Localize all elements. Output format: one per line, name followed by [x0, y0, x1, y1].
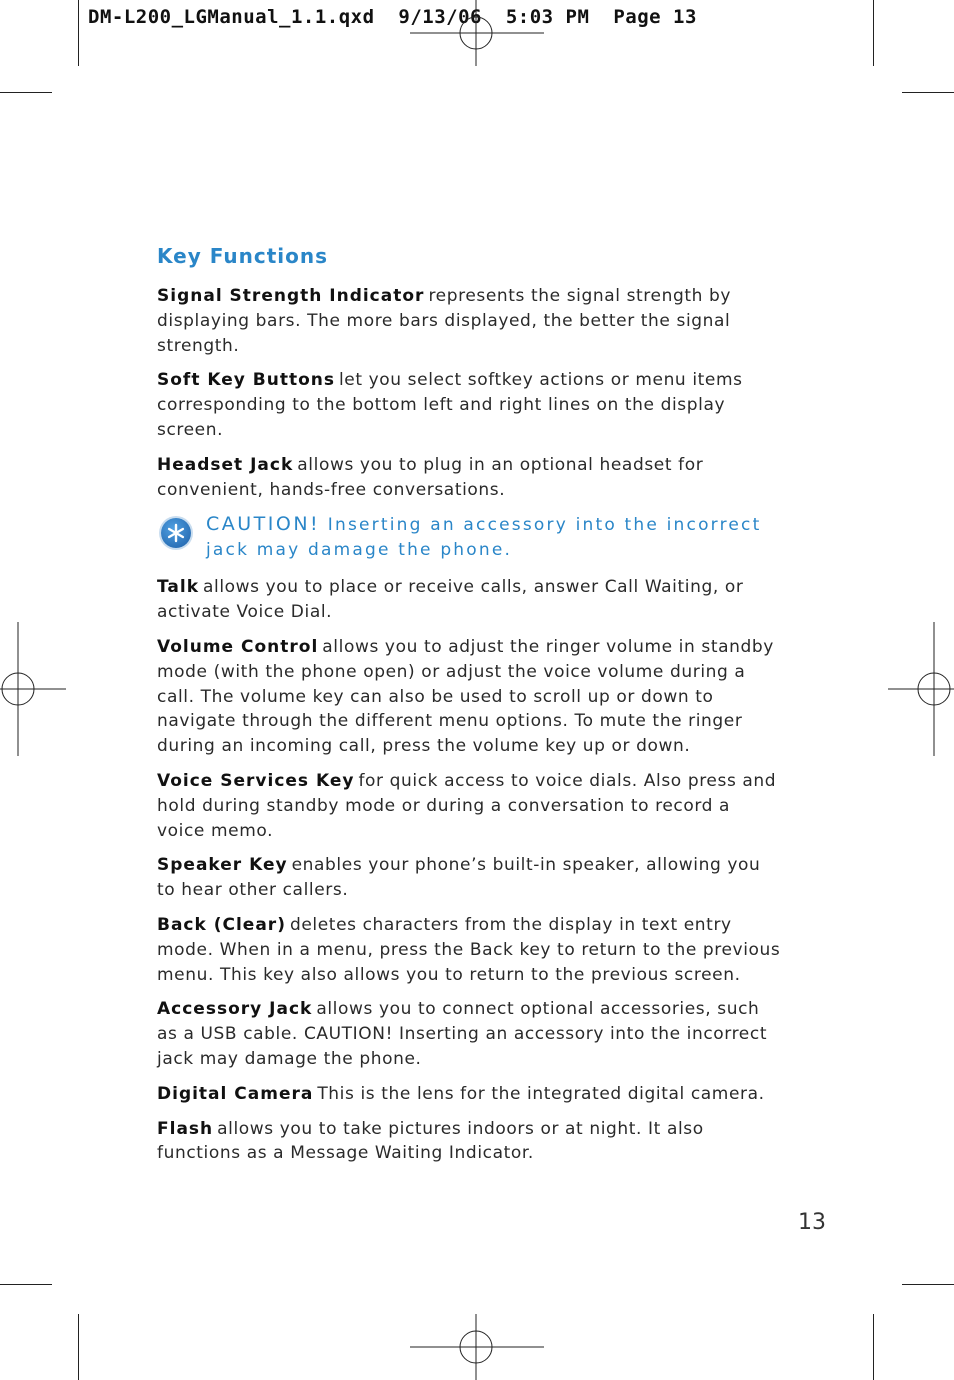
entry-term: Headset Jack	[157, 454, 294, 475]
registration-mark-bottom	[410, 1314, 544, 1380]
entry-term: Voice Services Key	[157, 770, 355, 791]
crop-mark	[902, 1284, 954, 1285]
entry-text: let you select softkey actions or menu items corresponding to the bottom left and right lines on the display screen.	[157, 370, 743, 440]
main-content	[157, 244, 782, 1176]
entry-term: Flash	[157, 1118, 214, 1139]
entry-voice-services-key	[157, 769, 782, 843]
crop-mark	[902, 92, 954, 93]
entry-term: Accessory Jack	[157, 999, 313, 1020]
entry-back-clear	[157, 913, 782, 987]
entry-term: Soft Key Buttons	[157, 370, 335, 391]
caution-message: Inserting an accessory into the incorrect jack may damage the phone.	[206, 515, 762, 561]
page-title: Key Functions	[157, 244, 329, 268]
crop-mark	[873, 0, 874, 66]
asterisk-icon	[161, 518, 191, 548]
entry-text: allows you to adjust the ringer volume in standby mode (with the phone open) or adjust the voice volume during a call. The volume key can also be used to scroll up or down to navigate through the different menu options. To mute the ringer during an incoming call, press the volume key up or down.	[157, 636, 774, 757]
registration-mark-right	[888, 622, 954, 756]
crop-mark	[78, 1314, 79, 1380]
entry-flash	[157, 1117, 782, 1167]
entry-term: Signal Strength Indicator	[157, 286, 425, 306]
entry-text: This is the lens for the integrated digital camera.	[317, 1083, 765, 1104]
entry-text: for quick access to voice dials. Also press and hold during standby mode or during a conversation to record a voice memo.	[157, 770, 777, 841]
entry-text: enables your phone’s built-in speaker, allowing you to hear other callers.	[157, 855, 761, 901]
entry-text: allows you to take pictures indoors or at night. It also functions as a Message Waiting Indicator.	[157, 1118, 704, 1164]
entry-soft-key-buttons	[157, 368, 782, 442]
print-slug: DM-L200_LGManual_1.1.qxd 9/13/06 5:03 PM Page 13	[88, 6, 697, 28]
entry-term: Volume Control	[157, 636, 319, 657]
entry-headset-jack	[157, 453, 782, 503]
crop-mark	[78, 0, 79, 66]
caution-note	[157, 512, 782, 563]
registration-mark-left	[0, 622, 66, 756]
entry-text: allows you to plug in an optional headset for convenient, hands-free conversations.	[157, 454, 704, 500]
crop-mark	[873, 1314, 874, 1380]
entry-text: represents the signal strength by displaying bars. The more bars displayed, the better the signal strength.	[157, 286, 732, 356]
entry-text: allows you to place or receive calls, answer Call Waiting, or activate Voice Dial.	[157, 577, 744, 623]
page-number: 13	[798, 1210, 826, 1235]
entry-signal-strength	[157, 284, 782, 358]
entry-speaker-key	[157, 853, 782, 903]
entry-digital-camera	[157, 1082, 782, 1107]
entry-term: Digital Camera	[157, 1083, 314, 1104]
caution-text	[206, 512, 782, 563]
entry-text: deletes characters from the display in text entry mode. When in a menu, press the Back key to return to the previous menu. This key also allows you to return to the previous screen.	[157, 914, 781, 985]
crop-mark	[0, 92, 52, 93]
entry-text: allows you to connect optional accessories, such as a USB cable. CAUTION! Inserting an accessory into the incorrect jack may damage the phone.	[157, 999, 768, 1069]
entry-volume-control	[157, 635, 782, 759]
registration-mark-top	[410, 0, 544, 66]
entry-talk	[157, 575, 782, 625]
crop-mark	[0, 1284, 52, 1285]
entry-term: Speaker Key	[157, 855, 288, 876]
entry-accessory-jack	[157, 997, 782, 1071]
caution-label: CAUTION!	[206, 513, 321, 536]
entry-term: Talk	[157, 577, 200, 598]
entry-term: Back (Clear)	[157, 914, 286, 935]
